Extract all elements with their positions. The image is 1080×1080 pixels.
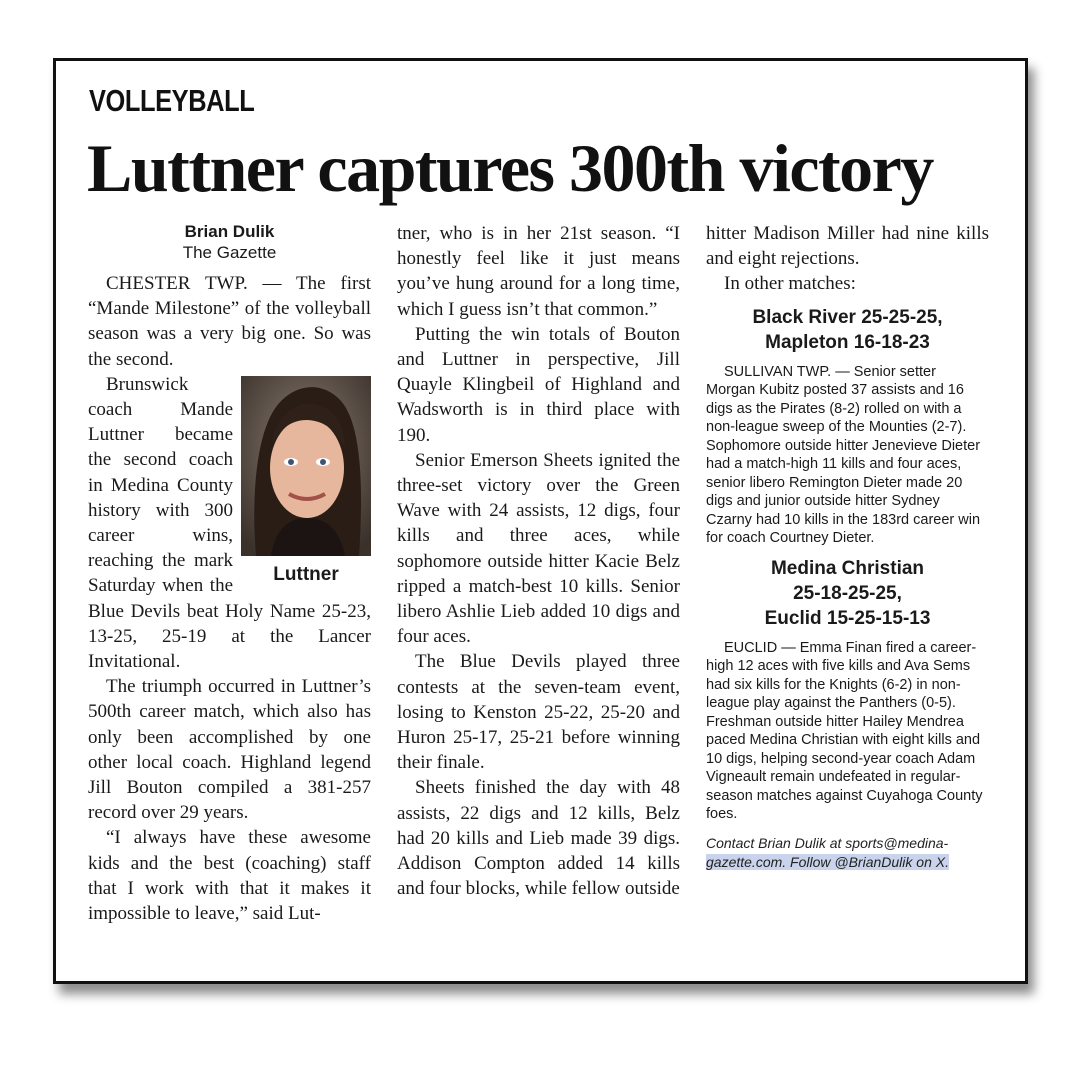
contact-line (706, 834, 989, 872)
brief-heading-line: 25-18-25-25, (793, 582, 902, 604)
body-paragraph: CHESTER TWP. — The first “Mande Milestone” of the volleyball season was a very big one. So was the second. (88, 273, 371, 370)
byline-author: Brian Dulik (184, 222, 275, 241)
brief-heading-line: Mapleton 16-18-23 (765, 331, 930, 353)
body-paragraph: The triumph occurred in Luttner’s 500th career match, which also has only been accomplished by one other local coach. Highland legend Jill Bouton compiled a 381-257 record over 29 years. (88, 676, 371, 824)
column-2 (397, 221, 680, 901)
contact-line-2[interactable]: gazette.com. Follow @BrianDulik on X. (706, 853, 949, 870)
brief-heading (706, 305, 989, 355)
body-paragraph: Senior Emerson Sheets ignited the three-set victory over the Green Wave with 24 assists, 12 digs, four kills and three aces, while sophomore outside hitter Kacie Belz ripped a match-best 10 kills. Senior libero Ashlie Lieb added 10 digs and four aces. (397, 449, 680, 648)
body-paragraph: “I always have these awesome kids and the best (coaching) staff that I work with that it makes it impossible to leave,” said Lut- (88, 827, 371, 925)
body-paragraph-continued: tner, who is in her 21st season. “I honestly feel like it just means you’ve hung around for a long time, which I guess isn’t that common.” (397, 223, 680, 320)
newspaper-clipping (53, 58, 1028, 984)
body-paragraph: The Blue Devils played three contests at the seven-team event, losing to Kenston 25-22, 25-20 and Huron 25-17, 25-21 before winning their finale. (397, 651, 680, 774)
body-paragraph: Putting the win totals of Bouton and Luttner in perspective, Jill Quayle Klingbeil of Highland and Wadsworth is in third place with 190. (397, 323, 680, 446)
column-3 (706, 221, 989, 872)
body-paragraph-continued: hitter Madison Miller had nine kills and eight rejections. (706, 223, 989, 270)
section-kicker: VOLLEYBALL (89, 83, 255, 118)
photo-caption: Luttner (273, 563, 339, 585)
body-paragraph: Brunswick coach Mande Luttner became the second coach in Medina County history with 300 career wins, reaching the mark Saturday when the Blue Devils beat Holy Name 25-23, 13-25, 25-19 at the Lancer Invitational. (88, 373, 371, 673)
body-paragraph: Sheets finished the day with 48 assists, 22 digs and 12 kills, Belz had 20 kills and Lieb made 39 digs. Addison Compton added 14 kills and four blocks, while fellow outside (397, 777, 680, 900)
byline (88, 221, 371, 263)
photo-figure (241, 376, 371, 587)
portrait-photo (241, 376, 371, 556)
brief-heading (706, 556, 989, 631)
brief-heading-line: Euclid 15-25-15-13 (764, 607, 931, 629)
body-paragraph: In other matches: (724, 273, 856, 295)
brief-heading-line: Black River 25-25-25, (752, 306, 943, 328)
headline: Luttner captures 300th victory (87, 130, 933, 206)
byline-outlet: The Gazette (182, 243, 277, 262)
brief-heading-line: Medina Christian (770, 557, 925, 579)
contact-line-1: Contact Brian Dulik at sports@medina- (706, 834, 949, 851)
brief-text: EUCLID — Emma Finan fired a career-high 12 aces with five kills and Ava Sems had six kills for the Knights (6-2) in non-league play against the Panthers (0-5). Freshman outside hitter Hailey Mendrea paced Medina Christian with eight kills and 10 digs, helping second-year coach Adam Vigneault remain undefeated in regular-season matches against Cuyahoga County foes. (706, 639, 983, 823)
brief-text: SULLIVAN TWP. — Senior setter Morgan Kubitz posted 37 assists and 16 digs as the Pirates (8-2) rolled on with a non-league sweep of the Mounties (2-7). Sophomore outside hitter Jenevieve Dieter had a match-high 11 kills and four aces, senior libero Remington Dieter made 20 digs and junior outside hitter Sydney Czarny had 10 kills in the 183rd career win for coach Courtney Dieter. (706, 363, 981, 547)
column-1 (88, 221, 371, 926)
